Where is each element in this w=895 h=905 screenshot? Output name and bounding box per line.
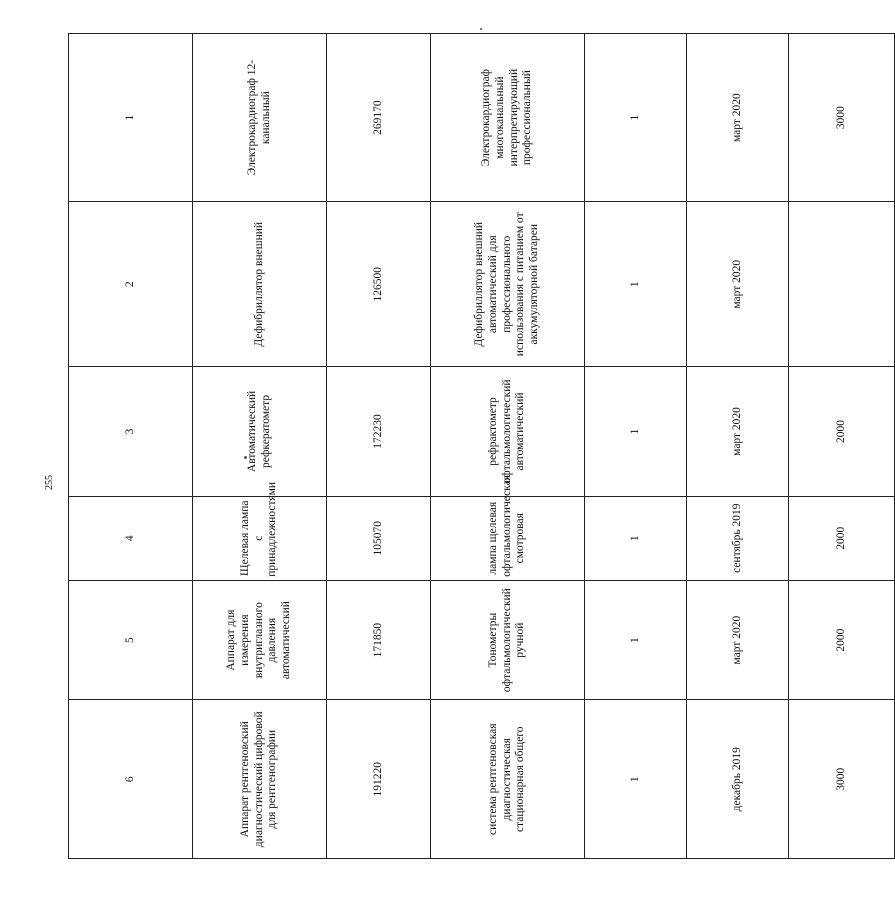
cell-num: 4	[69, 496, 193, 580]
table-field-row-code	[327, 34, 431, 859]
cell-qty: 1	[585, 496, 687, 580]
table-field-row-num	[69, 34, 193, 859]
cell-name: Электрокардиограф 12-канальный	[193, 34, 327, 202]
cell-type: Дефибриллятор внешний автоматический для профессионального использования с питанием от аккумуляторной батареи	[431, 202, 585, 367]
equipment-table	[68, 33, 895, 859]
table-field-row-price	[789, 34, 895, 859]
cell-date: март 2020	[687, 34, 789, 202]
cell-type: Электрокардиограф многоканальный интерпретирующий профессиональный	[431, 34, 585, 202]
cell-num: 3	[69, 367, 193, 496]
cell-type: Тонометры офтальмологический ручной	[431, 580, 585, 700]
cell-code: 171850	[327, 580, 431, 700]
cell-price: 2000	[789, 580, 895, 700]
cell-name: Щелевая лампа с принадлежностями	[193, 496, 327, 580]
table-field-row-date	[687, 34, 789, 859]
table-field-row-name	[193, 34, 327, 859]
cell-num: 5	[69, 580, 193, 700]
cell-price: 3000	[789, 700, 895, 859]
cell-price	[789, 202, 895, 367]
table-field-row-type	[431, 34, 585, 859]
cell-date: март 2020	[687, 580, 789, 700]
cell-qty: 1	[585, 202, 687, 367]
cell-date: сентябрь 2019	[687, 496, 789, 580]
scan-speck	[480, 28, 482, 30]
cell-num: 2	[69, 202, 193, 367]
cell-name: Аппарат рентгеновский диагностический цифровой для рентгенографии	[193, 700, 327, 859]
cell-date: март 2020	[687, 367, 789, 496]
cell-type: система рентгеновская диагностическая стационарная общего	[431, 700, 585, 859]
page-number: 255	[44, 475, 55, 490]
cell-name: Аппарат для измерения внутриглазного давления автоматический	[193, 580, 327, 700]
equipment-table-rotated	[68, 33, 847, 859]
cell-code: 126500	[327, 202, 431, 367]
cell-qty: 1	[585, 34, 687, 202]
cell-price: 2000	[789, 496, 895, 580]
cell-type: рефрактометр офтальмологический автоматический	[431, 367, 585, 496]
cell-name: Дефибриллятор внешний	[193, 202, 327, 367]
cell-date: март 2020	[687, 202, 789, 367]
cell-name: Автоматический рефкератометр	[193, 367, 327, 496]
cell-num: 1	[69, 34, 193, 202]
cell-code: 105070	[327, 496, 431, 580]
cell-num: 6	[69, 700, 193, 859]
cell-price: 2000	[789, 367, 895, 496]
cell-type: лампа щелевая офтальмологическая смотровая	[431, 496, 585, 580]
cell-qty: 1	[585, 367, 687, 496]
cell-qty: 1	[585, 580, 687, 700]
cell-code: 191220	[327, 700, 431, 859]
cell-code: 269170	[327, 34, 431, 202]
cell-price: 3000	[789, 34, 895, 202]
cell-qty: 1	[585, 700, 687, 859]
table-field-row-qty	[585, 34, 687, 859]
cell-code: 172230	[327, 367, 431, 496]
cell-date: декабрь 2019	[687, 700, 789, 859]
